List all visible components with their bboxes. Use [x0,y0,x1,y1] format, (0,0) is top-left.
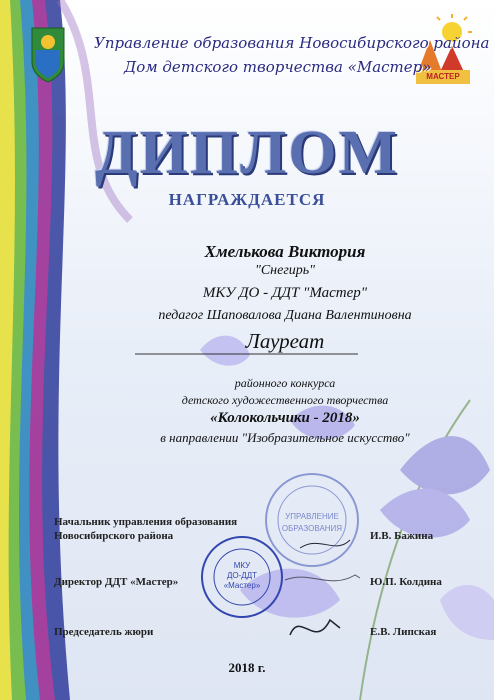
recipient-org: МКУ ДО - ДДТ "Мастер" [202,285,368,301]
stamp-master-mid: ДО-ДДТ [226,571,258,580]
contest-line-2: детского художественного творчества [181,393,389,407]
diploma-year: 2018 г. [228,660,266,675]
signature-name-1: И.В. Бажина [370,530,434,542]
signature-name-3: Е.В. Липская [370,626,437,638]
contest-name: «Колокольчики - 2018» [210,410,360,426]
stamp-education-mid: ОБРАЗОВАНИЯ [281,524,343,533]
header-line-1: Управление образования Новосибирского района [94,34,490,52]
contest-line-1: районного конкурса [234,376,336,390]
award-title: Лауреат [245,329,325,353]
contest-direction: в направлении "Изобразительное искусство" [160,430,410,445]
recipient-teacher: педагог Шаповалова Диана Валентиновна [158,308,412,323]
recipient-name: Хмелькова Виктория [204,242,366,261]
recipient-group: "Снегирь" [254,263,316,278]
signature-role-2: Директор ДДТ «Мастер» [54,576,179,588]
diploma-subtitle: НАГРАЖДАЕТСЯ [168,190,326,209]
master-logo-text: МАСТЕР [426,72,460,81]
stamp-education-top: УПРАВЛЕНИЕ [285,512,339,521]
signature-role-1-line-1: Начальник управления образования [54,516,238,528]
stamp-master-bottom: «Мастер» [223,581,261,590]
stamp-master-top: МКУ [233,561,251,570]
diploma-title: ДИПЛОМ [94,119,400,187]
signature-name-2: Ю.П. Колдина [370,576,442,588]
crest-icon [32,28,64,82]
header-line-2: Дом детского творчества «Мастер» [124,58,432,76]
signature-role-3: Председатель жюри [54,626,154,638]
signature-role-1-line-2: Новосибирского района [54,530,174,542]
